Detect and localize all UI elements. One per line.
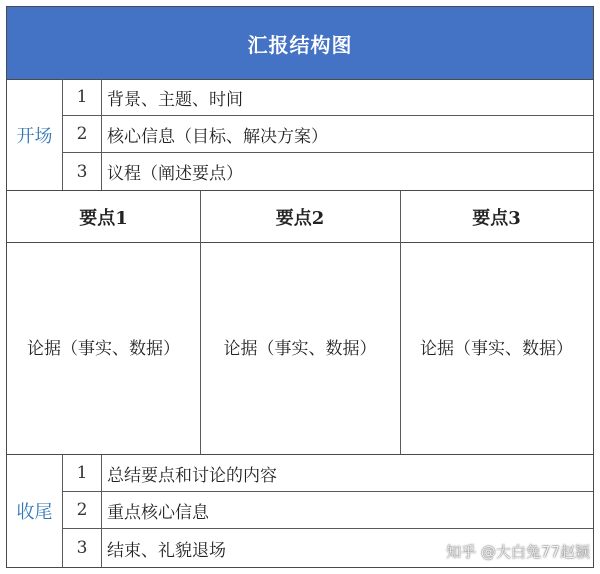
opening-item-number: 2 xyxy=(63,116,102,152)
column-divider xyxy=(200,191,201,454)
opening-item-text: 核心信息（目标、解决方案） xyxy=(107,126,328,147)
point-3-heading: 要点3 xyxy=(472,207,521,229)
column-divider xyxy=(400,191,401,454)
closing-label: 收尾 xyxy=(7,455,63,567)
diagram-title: 汇报结构图 xyxy=(247,32,353,57)
closing-item-text: 重点核心信息 xyxy=(107,502,209,523)
watermark: 知乎 @大白兔77赵颖 xyxy=(446,543,590,561)
opening-item-text: 背景、主题、时间 xyxy=(107,89,243,110)
opening-item-text: 议程（阐述要点） xyxy=(107,164,243,184)
opening-item-3 xyxy=(63,153,593,190)
closing-item-number: 2 xyxy=(63,492,102,528)
closing-item-2 xyxy=(63,492,593,529)
title-bar xyxy=(7,7,593,80)
report-structure-diagram xyxy=(6,6,594,568)
point-3-body: 论据（事实、数据） xyxy=(420,338,573,359)
closing-item-text: 结束、礼貌退场 xyxy=(107,540,226,561)
point-1-heading: 要点1 xyxy=(79,207,128,229)
opening-item-1 xyxy=(63,79,593,116)
closing-item-number: 3 xyxy=(63,529,102,567)
opening-label: 开场 xyxy=(7,79,63,190)
opening-item-number: 3 xyxy=(63,153,102,190)
point-2-body: 论据（事实、数据） xyxy=(223,338,377,359)
opening-item-2 xyxy=(63,116,593,153)
closing-item-1 xyxy=(63,455,593,492)
point-2-heading: 要点2 xyxy=(275,207,325,229)
closing-item-number: 1 xyxy=(63,455,102,491)
point-1-body: 论据（事实、数据） xyxy=(27,338,180,359)
closing-item-text: 总结要点和讨论的内容 xyxy=(107,465,277,486)
opening-item-number: 1 xyxy=(63,79,102,115)
